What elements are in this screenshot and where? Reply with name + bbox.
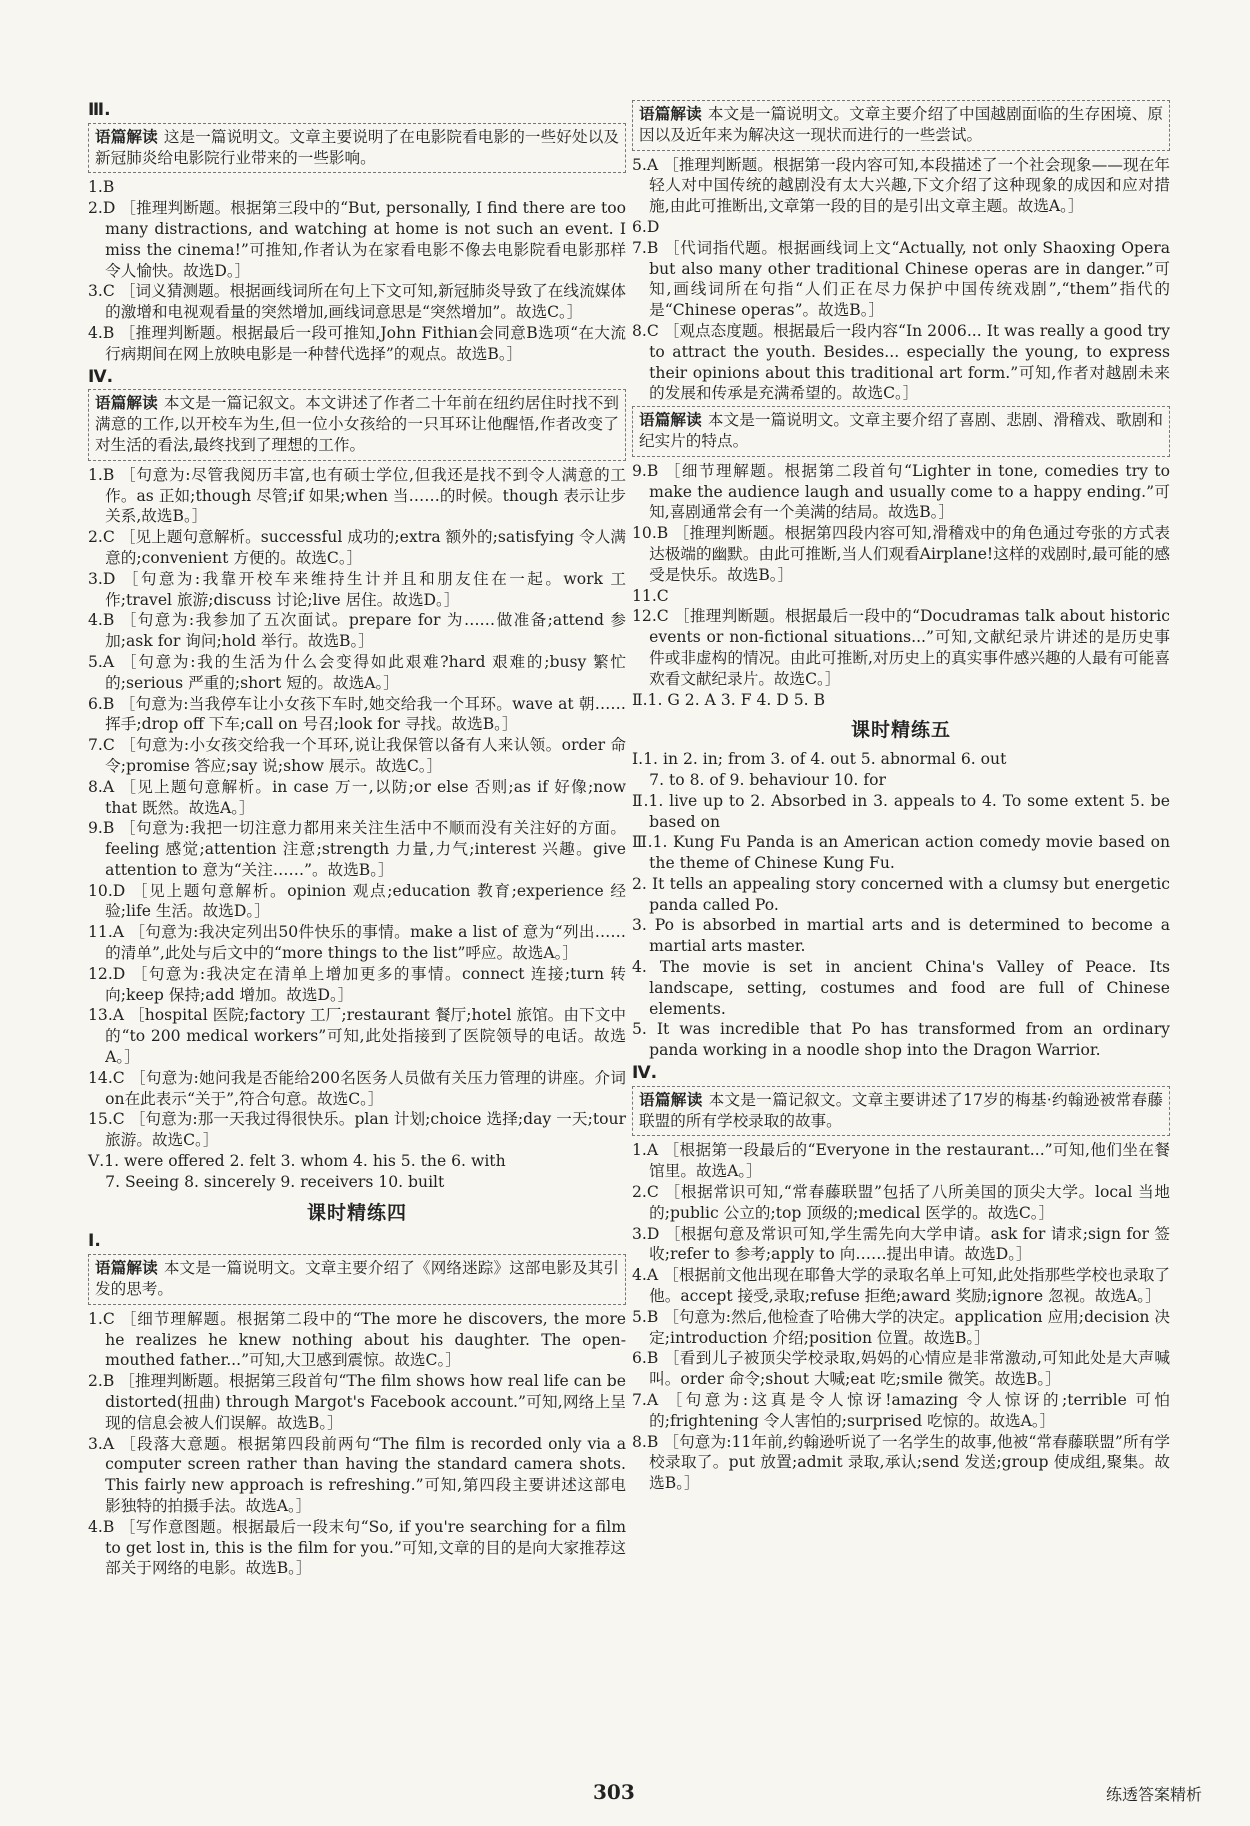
answer-item: 12.D ［句意为:我决定在清单上增加更多的事情。connect 连接;turn 转向;keep 保持;add 增加。故选D。］ (88, 964, 626, 1004)
passage-summary-box (88, 123, 626, 174)
answer-item: 2.C ［根据常识可知,“常春藤联盟”包括了八所美国的顶尖大学。local 当地的;public 公立的;top 顶级的;medical 医学的。故选C。］ (632, 1183, 1170, 1222)
answer-item: 3.A ［段落大意题。根据第四段前两句“The film is recorded only via a computer screen rather than having the standard camera shots. This fairly new approach is refreshing.”可知,第四段主要讲述这部电影独特的拍摄手法。故选A。］ (88, 1434, 626, 1515)
answer-item: 10.D ［见上题句意解析。opinion 观点;education 教育;experience 经验;life 生活。故选D。］ (88, 881, 626, 921)
answer-item: 6.B ［句意为:当我停车让小女孩下车时,她交给我一个耳环。wave at 朝……挥手;drop off 下车;call on 号召;look for 寻找。故选B。］ (88, 694, 626, 734)
answer-item: 8.B ［句意为:11年前,约翰逊听说了一名学生的故事,他被“常春藤联盟”所有学校录取了。put 放置;admit 录取,承认;send 发送;group 使成组,聚集。故选B。］ (632, 1432, 1170, 1493)
right-column (632, 98, 1170, 1494)
lesson-heading: 课时精练四 (306, 1201, 407, 1224)
passage-summary-text: 本文是一篇说明文。文章主要介绍了《网络迷踪》这部电影及其引发的思考。 (95, 1259, 619, 1299)
answer-item: 4.B ［写作意图题。根据最后一段末句“So, if you're searching for a film to get lost in, this is the film for you.”可知,文章的目的是向大家推荐这部关于网络的电影。故选B。］ (88, 1517, 626, 1578)
answer-item: 3.D ［句意为:我靠开校车来维持生计并且和朋友住在一起。work 工作;travel 旅游;discuss 讨论;live 居住。故选D。］ (88, 569, 626, 609)
answer-item: 6.D (632, 217, 660, 236)
answer-item: 7.C ［句意为:小女孩交给我一个耳环,说让我保管以备有人来认领。order 命令;promise 答应;say 说;show 展示。故选C。］ (88, 736, 626, 775)
answer-item: 5.A ［句意为:我的生活为什么会变得如此艰难?hard 艰难的;busy 繁忙的;serious 严重的;short 短的。故选A。］ (88, 652, 626, 692)
answer-item: 1.C ［细节理解题。根据第二段中的“The more he discovers, the more he realizes he knew nothing about his daughter. The open-mouthed father...”可知,大卫感到震惊。故选C。］ (88, 1309, 626, 1370)
answer-item: 4.B ［句意为:我参加了五次面试。prepare for 为……做准备;attend 参加;ask for 询问;hold 举行。故选B。］ (88, 611, 626, 651)
answer-item: 14.C ［句意为:她问我是否能给200名医务人员做有关压力管理的讲座。介词on在此表示“关于”,符合句意。故选C。］ (88, 1068, 626, 1108)
answer-line: Ⅰ.1. in 2. in; from 3. of 4. out 5. abnormal 6. out (632, 750, 1007, 769)
answer-item: 5.B ［句意为:然后,他检查了哈佛大学的决定。application 应用;decision 决定;introduction 介绍;position 位置。故选B。］ (632, 1307, 1170, 1347)
answer-line: Ⅴ.1. were offered 2. felt 3. whom 4. his 5. the 6. with (88, 1152, 506, 1171)
passage-summary-box (632, 406, 1170, 457)
answer-item: 3.C ［词义猜测题。根据画线词所在句上下文可知,新冠肺炎导致了在线流媒体的激增和电视观看量的突然增加,画线词意思是“突然增加”。故选C。］ (88, 282, 626, 322)
answer-item: 3. Po is absorbed in martial arts and is determined to become a martial arts master. (632, 916, 1170, 956)
answer-line: Ⅱ.1. G 2. A 3. F 4. D 5. B (632, 690, 826, 709)
answer-item: 8.C ［观点态度题。根据最后一段内容“In 2006... It was really a good try to attract the youth. Besides... especially the young, to express their opinions about this traditional art form.”可知,作者对越剧未来的发展和传承是充满希望的。故选C。］ (632, 321, 1170, 403)
answer-item: 1.B (88, 178, 115, 197)
left-column (88, 98, 626, 1579)
answer-item: 4.A ［根据前文他出现在耶鲁大学的录取名单上可知,此处指那些学校也录取了他。accept 接受,录取;refuse 拒绝;award 奖励;ignore 忽视。故选A。］ (632, 1266, 1170, 1306)
passage-summary-box (88, 389, 626, 460)
passage-summary-box (632, 100, 1170, 151)
passage-summary-text: 本文是一篇说明文。文章主要介绍了中国越剧面临的生存困境、原因以及近年来为解决这一现状而进行的一些尝试。 (639, 105, 1163, 144)
passage-summary-tag: 语篇解读 (639, 411, 702, 430)
answer-item: 6.B ［看到儿子被顶尖学校录取,妈妈的心情应是非常激动,可知此处是大声喊叫。order 命令;shout 大喊;eat 吃;smile 微笑。故选B。］ (632, 1349, 1170, 1389)
answer-item: 9.B ［句意为:我把一切注意力都用来关注生活中不顺而没有关注好的方面。feeling 感觉;attention 注意;strength 力量,力气;interest 兴趣。give attention to 意为“关注……”。故选B。］ (88, 819, 626, 879)
passage-summary-text: 本文是一篇记叙文。本文讲述了作者二十年前在纽约居住时找不到满意的工作,以开校车为生,但一位小女孩给的一只耳环让他醒悟,作者改变了对生活的看法,最终找到了理想的工作。 (95, 394, 619, 454)
answer-item: Ⅱ.1. live up to 2. Absorbed in 3. appeals to 4. To some extent 5. be based on (632, 791, 1170, 831)
answer-line: 7. Seeing 8. sincerely 9. receivers 10. built (105, 1172, 445, 1191)
answer-line: 7. to 8. of 9. behaviour 10. for (649, 770, 886, 789)
passage-summary-tag: 语篇解读 (639, 1090, 703, 1109)
answer-item: 5.A ［推理判断题。根据第一段内容可知,本段描述了一个社会现象——现在年轻人对中国传统的越剧没有太大兴趣,下文介绍了这种现象的成因和应对措施,由此可推断出,文章第一段的目的是引出文章主题。故选A。］ (632, 155, 1170, 216)
answer-item: Ⅲ.1. Kung Fu Panda is an American action comedy movie based on the theme of Chinese Kung Fu. (632, 833, 1170, 873)
answer-item: 10.B ［推理判断题。根据第四段内容可知,滑稽戏中的角色通过夸张的方式表达极端的幽默。由此可推断,当人们观看Airplane!这样的戏剧时,最可能的感受是快乐。故选B。］ (632, 524, 1170, 584)
passage-summary-tag: 语篇解读 (95, 127, 158, 146)
answer-item: 9.B ［细节理解题。根据第二段首句“Lighter in tone, comedies try to make the audience laugh and usually come to a happy ending.”可知,喜剧通常会有一个美满的结局。故选B。］ (632, 461, 1170, 522)
answer-item: 8.A ［见上题句意解析。in case 万一,以防;or else 否则;as if 好像;now that 既然。故选A。］ (88, 777, 626, 817)
passage-summary-box (632, 1086, 1170, 1137)
footer-label: 练透答案精析 (1106, 1785, 1203, 1804)
answer-item: 1.B ［句意为:尽管我阅历丰富,也有硕士学位,但我还是找不到令人满意的工作。as 正如;though 尽管;if 如果;when 当……的时候。though 表示让步关系,故选B。］ (88, 465, 626, 526)
section-title: Ⅰ. (88, 1231, 101, 1252)
page-number: 303 (593, 1780, 635, 1804)
passage-summary-tag: 语篇解读 (95, 1259, 158, 1278)
section-title: Ⅳ. (88, 366, 114, 387)
lesson-heading: 课时精练五 (850, 719, 951, 742)
answer-item: 11.C (632, 586, 669, 605)
answer-item: 4.B ［推理判断题。根据最后一段可推知,John Fithian会同意B选项“在大流行病期间在网上放映电影是一种替代选择”的观点。故选B。］ (88, 323, 626, 363)
answer-item: 7.A ［句意为:这真是令人惊讶!amazing 令人惊讶的;terrible 可怕的;frightening 令人害怕的;surprised 吃惊的。故选A。］ (632, 1391, 1170, 1430)
answer-item: 2.C ［见上题句意解析。successful 成功的;extra 额外的;satisfying 令人满意的;convenient 方便的。故选C。］ (88, 528, 626, 567)
answer-item: 12.C ［推理判断题。根据最后一段中的“Docudramas talk about historic events or non-fictional situations...”可知,文献纪录片讲述的是历史事件或非虚构的情况。由此可推断,对历史上的真实事件感兴趣的人最有可能喜欢看文献纪录片。故选C。］ (632, 607, 1170, 688)
passage-summary-text: 本文是一篇说明文。文章主要介绍了喜剧、悲剧、滑稽戏、歌剧和纪实片的特点。 (639, 411, 1163, 450)
passage-summary-text: 这是一篇说明文。文章主要说明了在电影院看电影的一些好处以及新冠肺炎给电影院行业带来的一些影响。 (95, 127, 619, 167)
answer-item: 2.D ［推理判断题。根据第三段中的“But, personally, I find there are too many distractions, and watching at home is not such an event. I miss the cinema!”可推知,作者认为在家看电影不像去电影院看电影那样令人愉快。故选D。］ (88, 199, 626, 280)
passage-summary-text: 本文是一篇记叙文。文章主要讲述了17岁的梅基·约翰逊被常春藤联盟的所有学校录取的故事。 (639, 1090, 1163, 1130)
answer-item: 3.D ［根据句意及常识可知,学生需先向大学申请。ask for 请求;sign for 签收;refer to 参考;apply to 向……提出申请。故选D。］ (632, 1224, 1170, 1264)
passage-summary-tag: 语篇解读 (95, 394, 158, 413)
section-title: Ⅲ. (88, 100, 111, 120)
answer-item: 13.A ［hospital 医院;factory 工厂;restaurant 餐厅;hotel 旅馆。由下文中的“to 200 medical workers”可知,此处指接到了医院领导的电话。故选A。］ (88, 1006, 626, 1067)
passage-summary-box (88, 1254, 626, 1305)
answer-item: 7.B ［代词指代题。根据画线词上文“Actually, not only Shaoxing Opera but also many other traditional Chinese operas are in danger.”可知,画线词所在句指“人们正在尽力保护中国传统戏剧”,“them”指代的是“Chinese operas”。故选B。］ (632, 238, 1170, 320)
answer-item: 11.A ［句意为:我决定列出50件快乐的事情。make a list of 意为“列出……的清单”,此处与后文中的“more things to the list”呼应。故选A。］ (88, 923, 626, 963)
passage-summary-tag: 语篇解读 (639, 105, 702, 123)
answer-item: 2. It tells an appealing story concerned with a clumsy but energetic panda called Po. (632, 874, 1170, 914)
answer-item: 5. It was incredible that Po has transformed from an ordinary panda working in a noodle shop into the Dragon Warrior. (632, 1020, 1170, 1060)
answer-item: 4. The movie is set in ancient China's Valley of Peace. Its landscape, setting, costumes and food are full of Chinese elements. (632, 958, 1170, 1018)
answer-item: 1.A ［根据第一段最后的“Everyone in the restaurant...”可知,他们坐在餐馆里。故选A。］ (632, 1141, 1170, 1181)
answer-item: 2.B ［推理判断题。根据第三段首句“The film shows how real life can be distorted(扭曲) through Margot's Facebook account.”可知,网络上呈现的信息会被人们误解。故选B。］ (88, 1372, 626, 1432)
section-title: Ⅳ. (632, 1063, 658, 1084)
answer-item: 15.C ［句意为:那一天我过得很快乐。plan 计划;choice 选择;day 一天;tour 旅游。故选C。］ (88, 1110, 626, 1150)
